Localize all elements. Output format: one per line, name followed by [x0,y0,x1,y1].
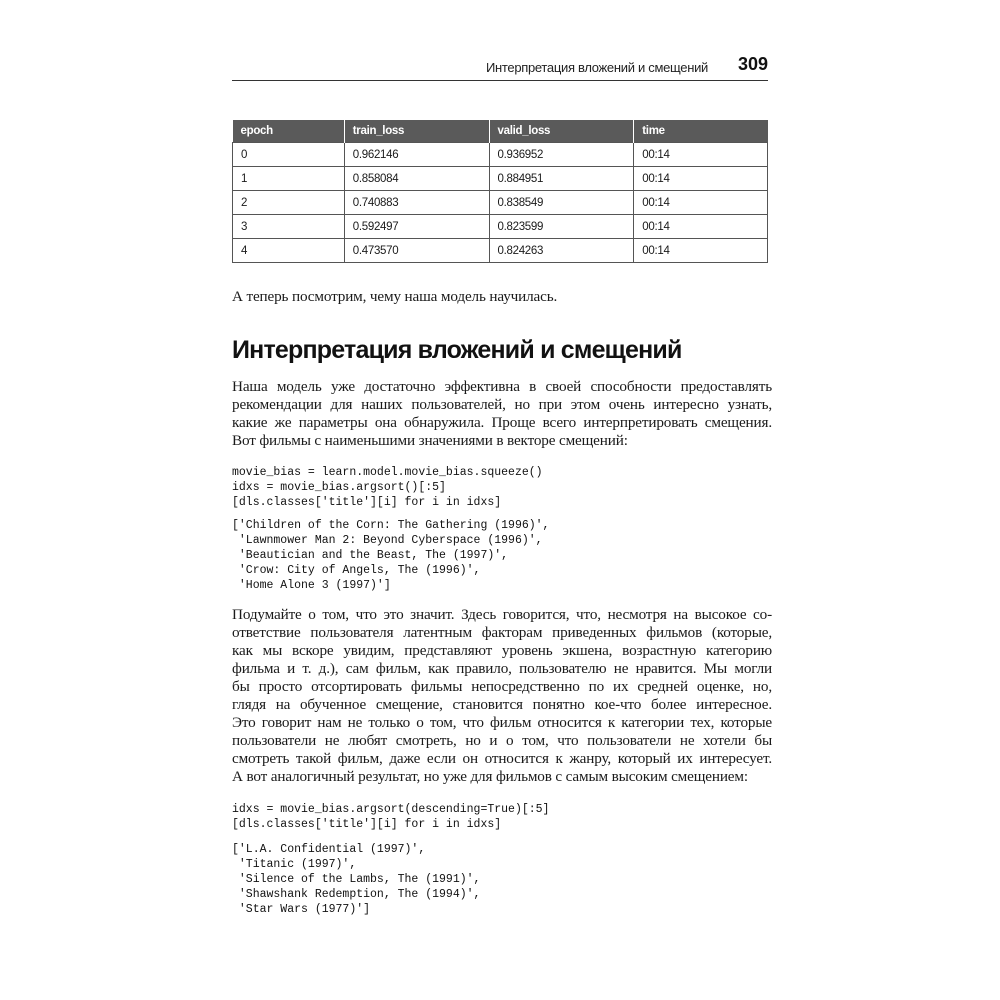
output-line: 'Lawnmower Man 2: Beyond Cyberspace (1996)', [232,534,543,547]
cell-valid-loss: 0.824263 [489,239,634,263]
cell-train-loss: 0.592497 [344,215,489,239]
cell-epoch: 4 [233,239,345,263]
cell-time: 00:14 [634,191,768,215]
output-block-2 [232,842,480,917]
paragraph-line: Вот фильмы с наименьшими значениями в векторе смещений: [232,432,628,449]
section-heading: Интерпретация вложений и смещений [232,336,682,364]
cell-valid-loss: 0.823599 [489,215,634,239]
column-header-train-loss: train_loss [344,120,489,143]
output-line: 'Shawshank Redemption, The (1994)', [232,888,481,901]
table-row [233,215,768,239]
output-line: 'Star Wars (1977)'] [232,903,371,916]
cell-train-loss: 0.473570 [344,239,489,263]
output-line: ['L.A. Confidential (1997)', [232,843,426,856]
page-number: 309 [737,54,768,74]
running-header [232,52,768,81]
table-row [233,143,768,167]
body-paragraph-1 [232,378,772,450]
cell-train-loss: 0.858084 [344,167,489,191]
cell-time: 00:14 [634,239,768,263]
output-line: 'Crow: City of Angels, The (1996)', [232,564,481,577]
output-line: 'Titanic (1997)', [232,858,357,871]
output-block-1 [232,518,549,593]
column-header-epoch: epoch [233,120,345,143]
paragraph-line: Подумайте о том, что это значит. Здесь говорится, что, несмотря на высокое со- [232,606,772,623]
table-row [233,167,768,191]
paragraph-line: Наша модель уже достаточно эффективна в своей способности предоставлять [232,378,772,395]
column-header-valid-loss: valid_loss [489,120,634,143]
cell-valid-loss: 0.838549 [489,191,634,215]
cell-valid-loss: 0.936952 [489,143,634,167]
running-title: Интерпретация вложений и смещений [485,60,708,75]
code-block-1 [232,465,543,510]
output-line: 'Silence of the Lambs, The (1991)', [232,873,481,886]
body-paragraph-2 [232,606,772,786]
table-header-row [233,120,768,143]
cell-epoch: 3 [233,215,345,239]
intro-paragraph: А теперь посмотрим, чему наша модель научилась. [232,288,558,305]
cell-train-loss: 0.740883 [344,191,489,215]
code-line: movie_bias = learn.model.movie_bias.squeeze() [232,466,543,479]
paragraph-line: глядя на обученное смещение, становится понятно кое-что более интересное. [232,696,772,713]
cell-epoch: 2 [233,191,345,215]
code-line: [dls.classes['title'][i] for i in idxs] [232,818,502,831]
paragraph-line: какие же параметры она обнаружила. Проще всего интерпретировать смещения. [232,414,772,431]
cell-epoch: 0 [233,143,345,167]
code-line: [dls.classes['title'][i] for i in idxs] [232,496,502,509]
cell-time: 00:14 [634,215,768,239]
table-row [233,239,768,263]
cell-time: 00:14 [634,143,768,167]
paragraph-line: пользователи не любят смотреть, но и о том, что пользователи не хотели бы [232,732,772,749]
paragraph-line: как мы вскоре увидим, представляют уровень экшена, возрастную категорию [232,642,772,659]
code-block-2 [232,802,549,832]
code-line: idxs = movie_bias.argsort(descending=True)[:5] [232,803,550,816]
table-row [233,191,768,215]
paragraph-line: бы просто отсортировать фильмы непосредственно по их средней оценке, но, [232,678,772,695]
paragraph-line: ответствие пользователя латентным факторам приведенных фильмов (которые, [232,624,772,641]
output-line: 'Home Alone 3 (1997)'] [232,579,391,592]
training-results-table [232,120,768,263]
output-line: ['Children of the Corn: The Gathering (1996)', [232,519,550,532]
paragraph-line: смотреть такой фильм, даже если он относится к жанру, который их интересует. [232,750,772,767]
cell-epoch: 1 [233,167,345,191]
paragraph-line: фильма и т. д.), сам фильм, как правило, пользователю не нравится. Мы могли [232,660,772,677]
cell-valid-loss: 0.884951 [489,167,634,191]
column-header-time: time [634,120,768,143]
code-line: idxs = movie_bias.argsort()[:5] [232,481,446,494]
paragraph-line: А вот аналогичный результат, но уже для фильмов с самым высоким смещением: [232,768,748,785]
cell-time: 00:14 [634,167,768,191]
output-line: 'Beautician and the Beast, The (1997)', [232,549,509,562]
cell-train-loss: 0.962146 [344,143,489,167]
paragraph-line: Это говорит нам не только о том, что фильм относится к категории тех, которые [232,714,772,731]
paragraph-line: рекомендации для наших пользователей, но при этом очень интересно узнать, [232,396,772,413]
